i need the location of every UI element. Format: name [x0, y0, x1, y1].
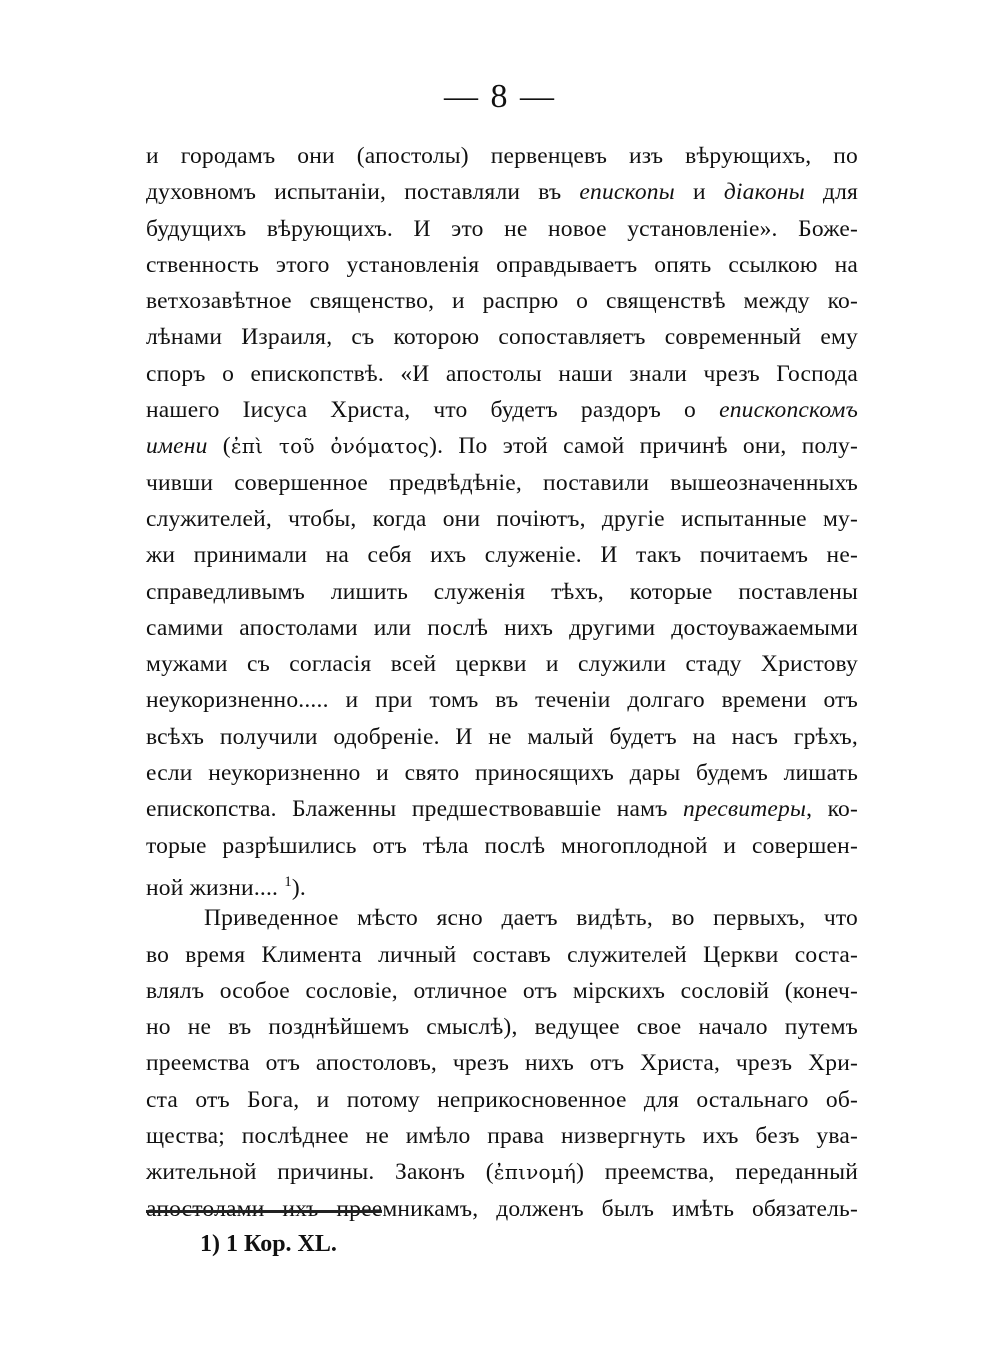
text-segment: во время Климента личный составъ служителей Церкви соста-	[146, 941, 858, 968]
text-segment: щества; послѣднее не имѣло права низвергнуть ихъ безъ ува-	[146, 1123, 858, 1150]
text-line	[146, 211, 858, 247]
text-segment: самими апостолами или послѣ нихъ другими достоуважаемыми	[146, 614, 858, 641]
text-line	[146, 428, 858, 464]
text-line	[146, 356, 858, 392]
text-line	[146, 828, 858, 864]
text-segment: нашего Іисуса Христа, что будетъ раздоръ о	[146, 397, 720, 424]
text-line	[146, 900, 858, 936]
text-segment: ста отъ Бога, и потому неприкосновенное для остальнаго об-	[146, 1086, 858, 1113]
text-line	[146, 610, 858, 646]
main-text	[146, 138, 858, 1227]
text-segment: ственность этого установленія оправдываетъ опять ссылкою на	[146, 251, 858, 278]
text-segment: діаконы	[723, 179, 805, 206]
text-segment: будущихъ вѣрующихъ. И это не новое установленіе». Боже-	[146, 215, 858, 242]
text-line	[146, 1009, 858, 1045]
text-segment: всѣхъ получили одобреніе. И не малый будетъ на насъ грѣхъ,	[146, 723, 858, 750]
text-segment: духовномъ испытаніи, поставляли въ	[146, 179, 580, 206]
footnote-marker: 1	[284, 873, 292, 890]
text-segment: ).	[291, 874, 307, 901]
text-line	[146, 937, 858, 973]
text-segment: Приведенное мѣсто ясно даетъ видѣть, во первыхъ, что	[204, 905, 858, 932]
text-line	[146, 465, 858, 501]
text-line	[146, 719, 858, 755]
text-line	[146, 1082, 858, 1118]
text-segment: для	[804, 179, 859, 206]
text-line	[146, 283, 858, 319]
text-line	[146, 755, 858, 791]
text-segment: справедливымъ лишить служенія тѣхъ, которые поставлены	[146, 578, 858, 605]
text-segment: неукоризненно..... и при томъ въ теченіи долгаго времени отъ	[146, 687, 858, 714]
text-line	[146, 1118, 858, 1154]
text-segment: чивши совершенное предвѣдѣніе, поставили вышеозначенныхъ	[146, 469, 858, 496]
text-line	[146, 682, 858, 718]
text-line	[146, 1154, 858, 1190]
text-segment: влялъ особое сословіе, отличное отъ мірскихъ сословій (конеч-	[146, 977, 858, 1004]
text-segment: ἐπινομή	[493, 1160, 577, 1185]
text-segment: служителей, чтобы, когда они почіютъ, другіе испытанные му-	[146, 505, 858, 532]
footnote-divider	[146, 1210, 382, 1213]
text-segment: , ко-	[806, 796, 858, 823]
text-segment: ἐπὶ τοῦ ὀνόματος	[230, 434, 430, 459]
text-segment: ) преемства, переданный	[576, 1159, 859, 1186]
text-segment: лѣнами Израиля, съ которою сопоставляетъ современный ему	[146, 324, 858, 351]
text-segment: пресвитеры	[683, 796, 807, 823]
text-line	[146, 1045, 858, 1081]
text-segment: ной жизни....	[146, 874, 285, 901]
text-line	[146, 791, 858, 827]
text-segment: апостолами ихъ преемникамъ, долженъ былъ имѣть обязатель-	[146, 1195, 858, 1222]
text-segment: и	[674, 179, 724, 206]
text-segment: мужами съ согласія всей церкви и служили стаду Христову	[146, 651, 858, 678]
text-segment: (	[207, 433, 231, 460]
text-segment: споръ о епископствѣ. «И апостолы наши знали чрезъ Господа	[146, 360, 858, 387]
text-segment: ветхозавѣтное священство, и распрю о священствѣ между ко-	[146, 288, 858, 315]
text-segment: епископскомъ	[719, 397, 858, 424]
text-segment: если неукоризненно и свято приносящихъ дары будемъ лишать	[146, 760, 858, 787]
text-line	[146, 646, 858, 682]
text-segment: ). По этой самой причинѣ они, полу-	[429, 433, 859, 460]
text-line	[146, 174, 858, 210]
text-line	[146, 864, 858, 900]
text-segment: епископства. Блаженны предшествовавшіе намъ	[146, 796, 684, 823]
text-segment: жительной причины. Законъ (	[146, 1159, 494, 1186]
footnote: 1) 1 Кор. XL.	[200, 1231, 337, 1257]
text-line	[146, 574, 858, 610]
text-line	[146, 973, 858, 1009]
text-line	[146, 1191, 858, 1227]
text-line	[146, 501, 858, 537]
text-segment: имени	[146, 433, 208, 460]
text-segment: торые разрѣшились отъ тѣла послѣ многоплодной и совершен-	[146, 832, 858, 859]
text-segment: преемства отъ апостоловъ, чрезъ нихъ отъ Христа, чрезъ Хри-	[146, 1050, 858, 1077]
text-segment: но не въ позднѣйшемъ смыслѣ), ведущее свое начало путемъ	[146, 1014, 858, 1041]
text-line	[146, 319, 858, 355]
text-line	[146, 138, 858, 174]
text-line	[146, 392, 858, 428]
text-segment: жи принимали на себя ихъ служеніе. И такъ почитаемъ не-	[146, 542, 858, 569]
page-number: — 8 —	[444, 78, 556, 115]
text-line	[146, 537, 858, 573]
text-line	[146, 247, 858, 283]
text-segment: епископы	[579, 179, 675, 206]
text-segment: и городамъ они (апостолы) первенцевъ изъ вѣрующихъ, по	[146, 143, 858, 169]
